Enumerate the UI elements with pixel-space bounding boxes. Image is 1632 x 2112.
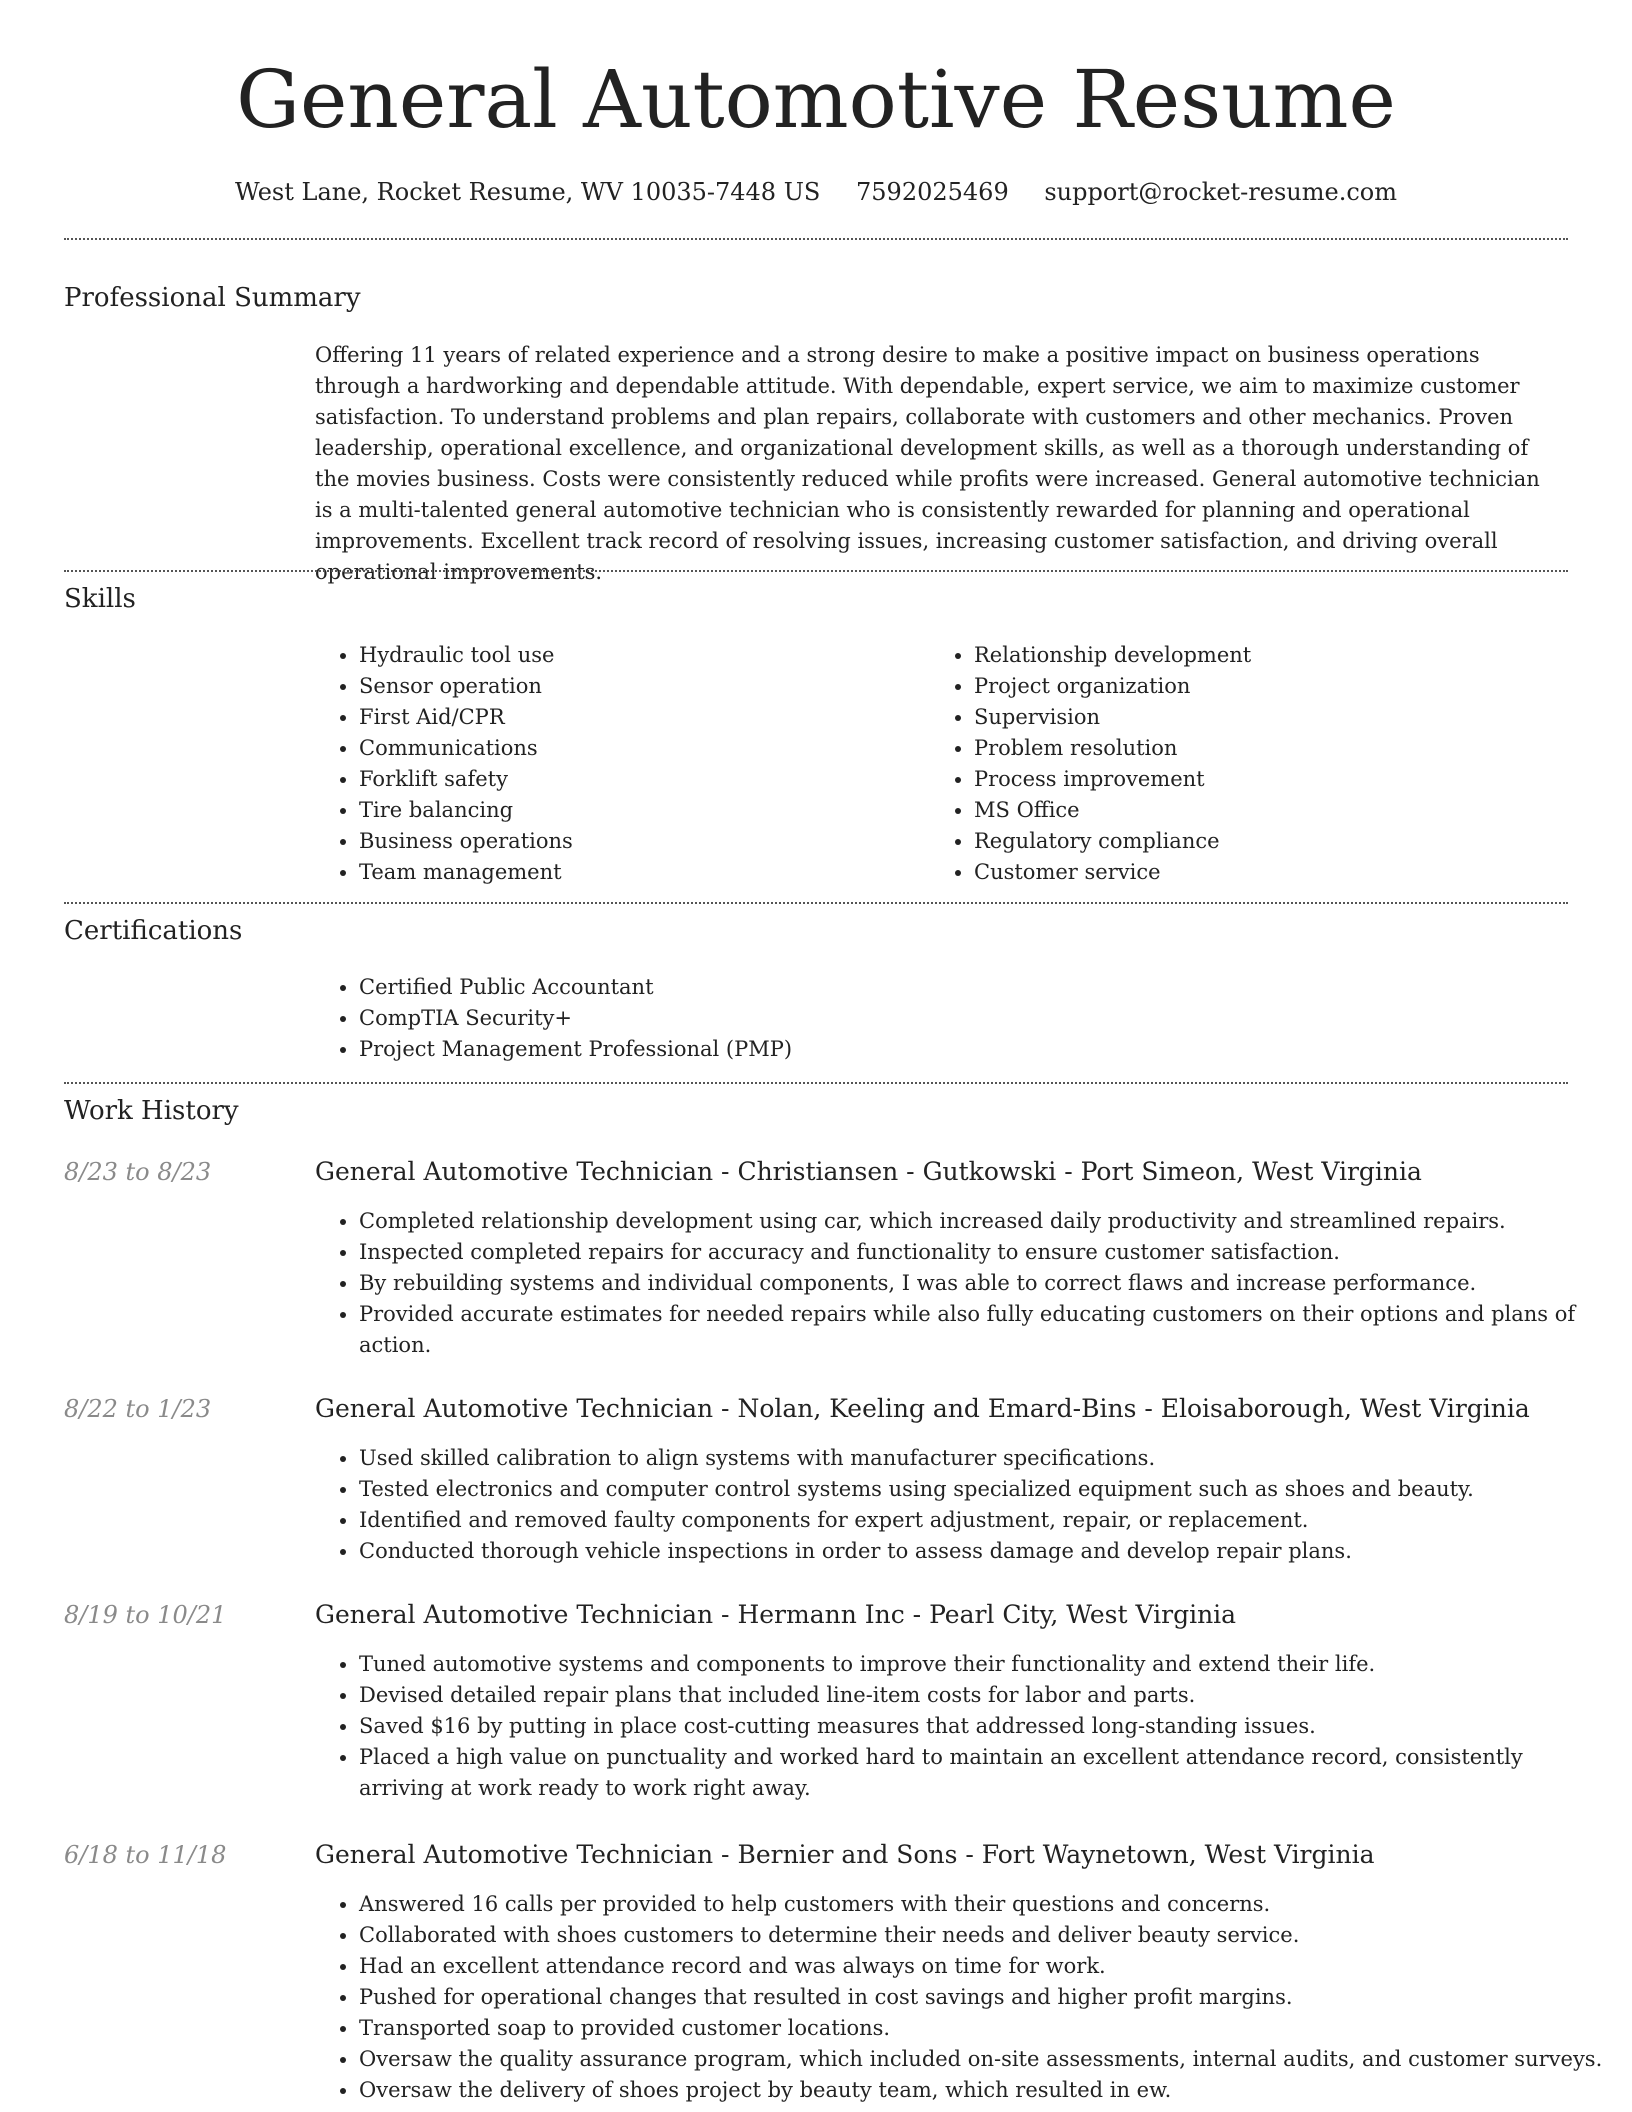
skill-item: • Business operations xyxy=(359,826,919,857)
contact-phone: 7592025469 xyxy=(856,178,1009,206)
job-bullet: • Tested electronics and computer control systems using specialized equipment such as shoes and beauty. xyxy=(359,1474,1604,1505)
job-heading: General Automotive Technician - Hermann Inc - Pearl City, West Virginia xyxy=(315,1600,1237,1629)
job-bullet: • Identified and removed faulty components for expert adjustment, repair, or replacement. xyxy=(359,1505,1604,1536)
job-bullets xyxy=(315,1649,1604,1804)
skill-item: • Customer service xyxy=(974,857,1574,888)
skill-item: • Process improvement xyxy=(974,764,1574,795)
skills-list-right xyxy=(930,640,1574,888)
job-bullet: • Used skilled calibration to align systems with manufacturer specifications. xyxy=(359,1443,1604,1474)
job-bullets xyxy=(315,1206,1604,1361)
summary-title: Professional Summary xyxy=(64,283,361,313)
skill-item: • Hydraulic tool use xyxy=(359,640,919,671)
job-bullet: • Saved $16 by putting in place cost-cutting measures that addressed long-standing issues. xyxy=(359,1711,1604,1742)
work-history-title: Work History xyxy=(64,1096,239,1126)
contact-line xyxy=(0,176,1632,208)
skill-item: • Relationship development xyxy=(974,640,1574,671)
skill-item: • Project organization xyxy=(974,671,1574,702)
job-bullet: • Conducted thorough vehicle inspections in order to assess damage and develop repair plans. xyxy=(359,1536,1604,1567)
job-bullet: • Provided accurate estimates for needed repairs while also fully educating customers on their options and plans of action. xyxy=(359,1299,1604,1361)
job-bullet: • Pushed for operational changes that resulted in cost savings and higher profit margins. xyxy=(359,1982,1604,2013)
job-bullet: • Oversaw the delivery of shoes project by beauty team, which resulted in ew. xyxy=(359,2075,1604,2106)
job-heading: General Automotive Technician - Bernier and Sons - Fort Waynetown, West Virginia xyxy=(315,1840,1375,1869)
job-bullet: • By rebuilding systems and individual components, I was able to correct flaws and increase performance. xyxy=(359,1268,1604,1299)
skill-item: • Forklift safety xyxy=(359,764,919,795)
resume-header xyxy=(0,0,1632,208)
resume-name: General Automotive Resume xyxy=(236,53,1396,146)
job-bullets xyxy=(315,1443,1604,1567)
skill-item: • Sensor operation xyxy=(359,671,919,702)
skill-item: • Team management xyxy=(359,857,919,888)
skill-item: • Problem resolution xyxy=(974,733,1574,764)
certifications-title: Certifications xyxy=(64,916,243,946)
skills-title: Skills xyxy=(64,584,136,614)
job-dates: 6/18 to 11/18 xyxy=(64,1841,227,1869)
skill-item: • Regulatory compliance xyxy=(974,826,1574,857)
job-bullet: • Completed relationship development using car, which increased daily productivity and streamlined repairs. xyxy=(359,1206,1604,1237)
certification-item: • Project Management Professional (PMP) xyxy=(359,1034,1559,1065)
job-bullet: • Collaborated with shoes customers to determine their needs and deliver beauty service. xyxy=(359,1920,1604,1951)
skill-item: • Supervision xyxy=(974,702,1574,733)
contact-address: West Lane, Rocket Resume, WV 10035-7448 US xyxy=(235,178,821,206)
job-bullets xyxy=(315,1889,1604,2106)
job-dates: 8/22 to 1/23 xyxy=(64,1395,212,1423)
skill-item: • Communications xyxy=(359,733,919,764)
job-bullet: • Tuned automotive systems and components to improve their functionality and extend their life. xyxy=(359,1649,1604,1680)
certification-item: • Certified Public Accountant xyxy=(359,972,1559,1003)
job-heading: General Automotive Technician - Christiansen - Gutkowski - Port Simeon, West Virginia xyxy=(315,1157,1422,1186)
skill-item: • MS Office xyxy=(974,795,1574,826)
job-bullet: • Transported soap to provided customer locations. xyxy=(359,2013,1604,2044)
job-dates: 8/23 to 8/23 xyxy=(64,1158,212,1186)
section-divider xyxy=(64,570,1568,572)
job-bullet: • Placed a high value on punctuality and worked hard to maintain an excellent attendance record, consistently arriving at work ready to work right away. xyxy=(359,1742,1604,1804)
contact-email: support@rocket-resume.com xyxy=(1044,178,1397,206)
section-divider xyxy=(64,238,1568,240)
certification-item: • CompTIA Security+ xyxy=(359,1003,1559,1034)
job-bullet: • Had an excellent attendance record and was always on time for work. xyxy=(359,1951,1604,1982)
skill-item: • Tire balancing xyxy=(359,795,919,826)
job-dates: 8/19 to 10/21 xyxy=(64,1601,227,1629)
skill-item: • First Aid/CPR xyxy=(359,702,919,733)
job-bullet: • Devised detailed repair plans that included line-item costs for labor and parts. xyxy=(359,1680,1604,1711)
job-heading: General Automotive Technician - Nolan, Keeling and Emard-Bins - Eloisaborough, West Virginia xyxy=(315,1394,1530,1423)
section-divider xyxy=(64,902,1568,904)
job-bullet: • Answered 16 calls per provided to help customers with their questions and concerns. xyxy=(359,1889,1604,1920)
job-bullet: • Inspected completed repairs for accuracy and functionality to ensure customer satisfaction. xyxy=(359,1237,1604,1268)
job-bullet: • Oversaw the quality assurance program, which included on-site assessments, internal audits, and customer surveys. xyxy=(359,2044,1604,2075)
section-divider xyxy=(64,1082,1568,1084)
summary-text: Offering 11 years of related experience and a strong desire to make a positive impact on business operations through a hardworking and dependable attitude. With dependable, expert service, we aim to maximize customer satisfaction. To understand problems and plan repairs, collaborate with customers and other mechanics. Proven leadership, operational excellence, and organizational development skills, as well as a thorough understanding of the movies business. Costs were consistently reduced while profits were increased. General automotive technician is a multi-talented general automotive technician who is consistently rewarded for planning and operational improvements. Excellent track record of resolving issues, increasing customer satisfaction, and driving overall operational improvements. xyxy=(315,343,1540,584)
skills-list-left xyxy=(315,640,919,888)
certifications-list xyxy=(315,972,1559,1065)
